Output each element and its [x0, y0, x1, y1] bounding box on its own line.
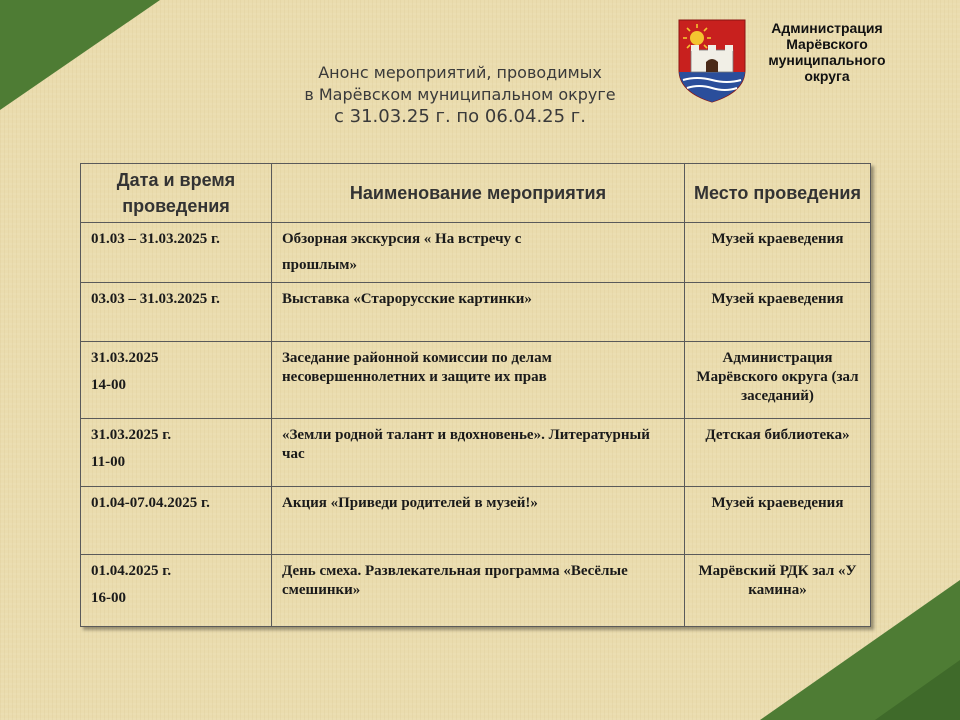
cell-place: Администрация Марёвского округа (зал заседаний): [685, 342, 871, 419]
date-text: 01.04.2025 г.: [91, 563, 172, 579]
cell-event-name: Выставка «Старорусские картинки»: [272, 283, 685, 342]
cell-event-name: День смеха. Развлекательная программа «Весёлые смешинки»: [272, 555, 685, 627]
administration-line-2: Марёвского: [786, 36, 868, 52]
time-text: 14-00: [91, 377, 126, 393]
time-text: 11-00: [91, 454, 126, 470]
cell-place: Марёвский РДК зал «У камина»: [685, 555, 871, 627]
table-header-row: [81, 164, 871, 223]
cell-date: [81, 555, 272, 627]
administration-line-4: округа: [804, 68, 850, 84]
table-row: [81, 419, 871, 487]
cell-date: [81, 223, 272, 283]
header-name: Наименование мероприятия: [272, 164, 685, 223]
date-text: 31.03.2025: [91, 350, 159, 366]
administration-line-3: муниципального: [768, 52, 886, 68]
cell-place: Детская библиотека»: [685, 419, 871, 487]
date-text: 03.03 – 31.03.2025 г.: [91, 291, 220, 307]
cell-date: [81, 487, 272, 555]
cell-date: [81, 342, 272, 419]
table-row: [81, 283, 871, 342]
administration-line-1: Администрация: [771, 20, 883, 36]
header-date: Дата и время проведения: [81, 164, 272, 223]
date-text: 01.04-07.04.2025 г.: [91, 495, 210, 511]
date-text: 01.03 – 31.03.2025 г.: [91, 231, 220, 247]
cell-event-name: [272, 223, 685, 283]
table-row: [81, 223, 871, 283]
cell-event-name: «Земли родной талант и вдохновенье». Литературный час: [272, 419, 685, 487]
cell-place: Музей краеведения: [685, 283, 871, 342]
cell-place: Музей краеведения: [685, 487, 871, 555]
cell-place: Музей краеведения: [685, 223, 871, 283]
announcement-line-2: в Марёвском муниципальном округе: [304, 85, 616, 104]
table-row: [81, 555, 871, 627]
announcement-line-1: Анонс мероприятий, проводимых: [318, 63, 602, 82]
coat-of-arms-icon: [677, 18, 747, 104]
header-place: Место проведения: [685, 164, 871, 223]
announcement-title: [270, 62, 650, 128]
cell-date: [81, 283, 272, 342]
cell-event-name: Заседание районной комиссии по делам несовершеннолетних и защите их прав: [272, 342, 685, 419]
event-name-text: Обзорная экскурсия « На встречу с прошлым»: [282, 231, 522, 273]
corner-decoration-top-left: [0, 0, 160, 110]
date-text: 31.03.2025 г.: [91, 427, 172, 443]
corner-decoration-bottom-right-dark: [875, 660, 960, 720]
administration-name: [752, 20, 902, 84]
cell-event-name: Акция «Приведи родителей в музей!»: [272, 487, 685, 555]
table-row: [81, 342, 871, 419]
events-table: [80, 163, 871, 627]
announcement-period: с 31.03.25 г. по 06.04.25 г.: [334, 106, 586, 127]
time-text: 16-00: [91, 590, 126, 606]
cell-date: [81, 419, 272, 487]
table-row: [81, 487, 871, 555]
